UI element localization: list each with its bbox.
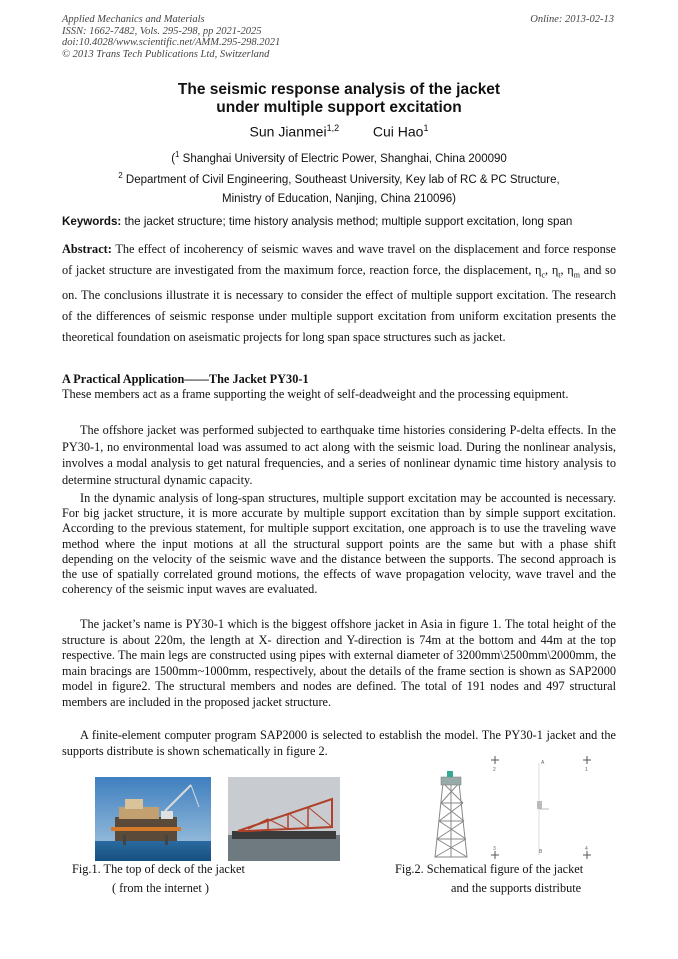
online-date: Online: 2013-02-13 <box>530 14 614 25</box>
author-affiliation-mark: 1 <box>423 123 429 133</box>
keywords-label: Keywords: <box>62 215 122 228</box>
keywords <box>62 215 616 228</box>
author-affiliation-mark: 1,2 <box>326 123 340 133</box>
title-line-1: The seismic response analysis of the jacket <box>177 81 501 98</box>
paragraph-4: The jacket’s name is PY30-1 which is the biggest offshore jacket in Asia in figure 1. The total height of the structure is about 220m, the length at X- direction and Y-direction is 74m at the bottom and 44m at the top respective. The main legs are constructed using pipes with external diameter of 3200mm\2500mm\2000mm, the main bracings are 1500mm~1000mm, respectively, about the details of the frame section is shown as SAP2000 model in figure2. The structural members and nodes are defined. The total of 191 nodes and 497 structural members are included in the proposed jacket structure. <box>62 617 616 709</box>
abstract-label: Abstract: <box>62 242 112 256</box>
abstract <box>62 239 616 348</box>
figure-2-caption-2: and the supports distribute <box>451 881 582 895</box>
paper-title <box>62 81 616 117</box>
figure-1-caption-note: ( from the internet ) <box>112 881 209 895</box>
paragraph-2: The offshore jacket was performed subjected to earthquake time histories considering P-delta effects. In the PY30-1, no environmental load was assumed to act along with the seismic load. During the nonlinear analysis, involves a modal analysis to get natural frequencies, and a series of nonlinear dynamic time history analysis to determine structural dynamic capacity. <box>62 423 616 487</box>
support-label-2: 2 <box>493 767 496 773</box>
axis-label-b: B <box>539 849 543 855</box>
copyright-line: © 2013 Trans Tech Publications Ltd, Switzerland <box>62 48 270 60</box>
offshore-platform-photo <box>95 777 211 861</box>
figure-1-caption: Fig.1. The top of deck of the jacket <box>72 862 245 876</box>
eta-symbols: $\eta_c$, $\eta_t$, $\eta_m$ <box>535 263 580 280</box>
journal-header <box>62 14 280 60</box>
issn-line: ISSN: 1662-7482, Vols. 295-298, pp 2021-2025 <box>62 25 262 37</box>
paragraph-3: In the dynamic analysis of long-span structures, multiple support excitation may be accounted is necessary. For big jacket structure, it is more accurate by multiple support excitation than by simple support excitation. According to the previous statement, for multiple support excitation, one approach is to use the traveling wave method where the input motions at all the structural support points are the same but with a phase shift depending on the velocity of the seismic wave and the distance between the supports. The second approach is the use of spatially correlated ground motions, the effects of wave propagation velocity, wave travel and the coherency of the seismic input waves are evaluated. <box>62 491 616 597</box>
keywords-text: the jacket structure; time history analysis method; multiple support excitation, long span <box>121 215 573 228</box>
abstract-text-1: The effect of incoherency of seismic waves and wave travel on the displacement and force response of jacket structure are investigated from the maximum force, reaction force, the displacement, <box>62 242 616 277</box>
author-name: Sun Jianmei <box>249 123 327 140</box>
affiliation-1: ($^1$ Shanghai University of Electric Power, Shanghai, China 200090 <box>171 150 507 165</box>
abstract-text-2: and so on. The conclusions illustrate it is necessary to consider the effect of multiple support excitation. The research of the differences of seismic response under multiple support excitation from uniform excitation presents the theoretical foundation on aseismatic projects for long span space structures such as jacket. <box>62 263 616 345</box>
figure-2-caption: Fig.2. Schematical figure of the jacket <box>395 862 584 876</box>
paragraph-5: A finite-element computer program SAP2000 is selected to establish the model. The PY30-1 jacket and the supports distribute is shown schematically in figure 2. <box>62 728 616 758</box>
title-line-2: under multiple support excitation <box>216 99 462 116</box>
author-list <box>62 123 616 140</box>
author-name: Cui Hao <box>372 123 424 140</box>
section-heading: A Practical Application——The Jacket PY30-1 <box>62 372 309 386</box>
affiliation-2: $^2$ Department of Civil Engineering, Southeast University, Key lab of RC & PC Structure, <box>118 171 560 186</box>
jacket-schematic-figure <box>425 755 620 865</box>
doi-line: doi:10.4028/www.scientific.net/AMM.295-298.2021 <box>62 37 281 48</box>
jacket-transport-photo <box>228 777 340 861</box>
support-label-1: 1 <box>585 767 588 773</box>
affiliation-3: Ministry of Education, Nanjing, China 210096) <box>222 193 456 205</box>
support-label-3: 3 <box>493 846 496 852</box>
paragraph-1: These members act as a frame supporting the weight of self-deadweight and the processing equipment. <box>62 387 569 401</box>
journal-name: Applied Mechanics and Materials <box>62 14 205 25</box>
support-label-4: 4 <box>585 846 588 852</box>
axis-label-a: A <box>541 760 545 766</box>
